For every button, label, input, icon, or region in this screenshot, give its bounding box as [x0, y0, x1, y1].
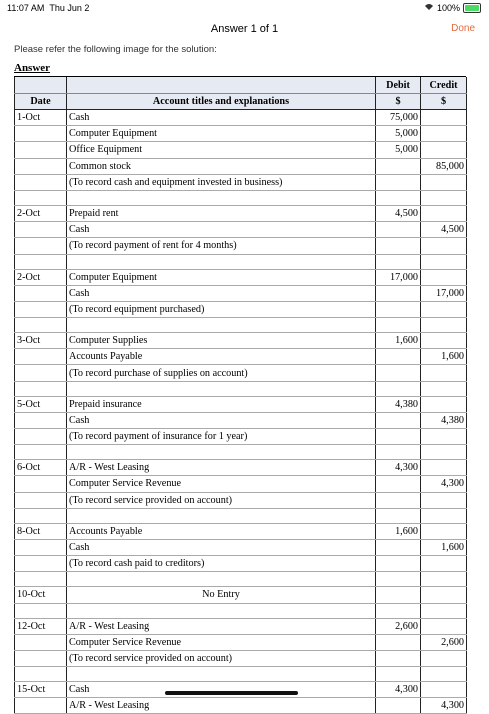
spacer-cell	[421, 603, 467, 618]
spacer-cell	[376, 603, 421, 618]
spacer-row	[15, 381, 467, 396]
date-cell	[15, 285, 67, 301]
credit-cell	[421, 650, 467, 666]
credit-cell	[421, 269, 467, 285]
spacer-cell	[67, 508, 376, 523]
account-title: Computer Service Revenue	[67, 476, 376, 492]
account-title: Cash	[67, 539, 376, 555]
credit-cell	[421, 396, 467, 412]
entry-date: 2-Oct	[15, 269, 67, 285]
table-row	[15, 476, 467, 492]
account-title: Cash	[67, 110, 376, 126]
debit-cell	[376, 238, 421, 254]
battery-percent: 100%	[436, 3, 460, 13]
debit-cell	[376, 412, 421, 428]
table-row	[15, 269, 467, 285]
entry-date: 6-Oct	[15, 460, 67, 476]
account-title: (To record service provided on account)	[67, 492, 376, 508]
credit-cell	[421, 110, 467, 126]
account-title: (To record cash and equipment invested in business)	[67, 174, 376, 190]
spacer-cell	[67, 667, 376, 682]
spacer-cell	[376, 572, 421, 587]
debit-cell: 2,600	[376, 618, 421, 634]
credit-cell	[421, 523, 467, 539]
spacer-cell	[421, 667, 467, 682]
table-row	[15, 556, 467, 572]
table-row	[15, 618, 467, 634]
debit-cell	[376, 285, 421, 301]
credit-cell: 85,000	[421, 158, 467, 174]
battery-icon	[463, 3, 481, 13]
spacer-cell	[67, 190, 376, 205]
debit-cell: 4,500	[376, 205, 421, 221]
account-title: Computer Equipment	[67, 126, 376, 142]
debit-cell	[376, 634, 421, 650]
solution-image	[14, 62, 466, 714]
credit-cell: 4,500	[421, 222, 467, 238]
spacer-row	[15, 254, 467, 269]
date-cell	[15, 365, 67, 381]
spacer-cell	[376, 667, 421, 682]
entry-date: 12-Oct	[15, 618, 67, 634]
credit-cell	[421, 126, 467, 142]
date-cell	[15, 238, 67, 254]
table-row	[15, 301, 467, 317]
date-cell	[15, 349, 67, 365]
debit-cell	[376, 556, 421, 572]
account-title: Common stock	[67, 158, 376, 174]
spacer-cell	[421, 572, 467, 587]
spacer-cell	[376, 318, 421, 333]
journal-table	[14, 77, 467, 714]
credit-cell	[421, 682, 467, 698]
spacer-cell	[15, 190, 67, 205]
credit-cell	[421, 618, 467, 634]
debit-unit: $	[376, 94, 421, 110]
table-row	[15, 412, 467, 428]
page-title: Answer 1 of 1	[210, 23, 279, 35]
date-cell	[15, 412, 67, 428]
account-title: Computer Service Revenue	[67, 634, 376, 650]
credit-cell	[421, 460, 467, 476]
debit-cell	[376, 365, 421, 381]
account-title: Accounts Payable	[67, 523, 376, 539]
debit-cell: 75,000	[376, 110, 421, 126]
spacer-cell	[67, 445, 376, 460]
header-row	[15, 94, 467, 110]
spacer-cell	[376, 254, 421, 269]
spacer-cell	[67, 381, 376, 396]
table-row	[15, 126, 467, 142]
credit-header: Credit	[421, 77, 467, 94]
credit-cell	[421, 205, 467, 221]
spacer-cell	[421, 318, 467, 333]
credit-cell: 17,000	[421, 285, 467, 301]
spacer-row	[15, 572, 467, 587]
debit-cell	[376, 222, 421, 238]
credit-cell	[421, 556, 467, 572]
account-title: Cash	[67, 682, 376, 698]
table-row	[15, 110, 467, 126]
spacer-row	[15, 508, 467, 523]
table-row	[15, 333, 467, 349]
entry-date: 8-Oct	[15, 523, 67, 539]
table-row	[15, 539, 467, 555]
spacer-cell	[421, 381, 467, 396]
debit-cell	[376, 539, 421, 555]
table-row	[15, 587, 467, 603]
date-cell	[15, 429, 67, 445]
date-cell	[15, 158, 67, 174]
date-cell	[15, 126, 67, 142]
credit-cell: 4,380	[421, 412, 467, 428]
account-title: Cash	[67, 285, 376, 301]
table-row	[15, 205, 467, 221]
credit-cell: 1,600	[421, 349, 467, 365]
table-row	[15, 142, 467, 158]
date-cell	[15, 650, 67, 666]
answer-heading: Answer	[14, 62, 51, 74]
done-button[interactable]: Done	[451, 23, 475, 34]
credit-unit: $	[421, 94, 467, 110]
debit-cell: 1,600	[376, 333, 421, 349]
debit-cell: 5,000	[376, 142, 421, 158]
table-row	[15, 634, 467, 650]
debit-cell: 17,000	[376, 269, 421, 285]
spacer-cell	[376, 190, 421, 205]
debit-cell	[376, 301, 421, 317]
status-bar	[0, 0, 489, 16]
nav-bar	[0, 18, 489, 40]
debit-cell	[376, 476, 421, 492]
credit-cell	[421, 429, 467, 445]
debit-cell	[376, 698, 421, 714]
spacer-row	[15, 603, 467, 618]
table-row	[15, 238, 467, 254]
debit-cell	[376, 158, 421, 174]
debit-cell	[376, 587, 421, 603]
titles-header: Account titles and explanations	[67, 94, 376, 110]
credit-cell: 2,600	[421, 634, 467, 650]
table-row	[15, 698, 467, 714]
table-row	[15, 523, 467, 539]
spacer-cell	[376, 508, 421, 523]
date-cell	[15, 492, 67, 508]
spacer-cell	[67, 318, 376, 333]
account-title: A/R - West Leasing	[67, 460, 376, 476]
table-row	[15, 492, 467, 508]
credit-cell: 4,300	[421, 476, 467, 492]
table-row	[15, 158, 467, 174]
account-title: Cash	[67, 412, 376, 428]
account-title: Accounts Payable	[67, 349, 376, 365]
debit-cell: 4,380	[376, 396, 421, 412]
spacer-cell	[15, 508, 67, 523]
spacer-cell	[376, 445, 421, 460]
status-indicators	[424, 3, 481, 13]
account-title: Computer Equipment	[67, 269, 376, 285]
entry-date: 3-Oct	[15, 333, 67, 349]
spacer-cell	[15, 445, 67, 460]
spacer-cell	[15, 318, 67, 333]
entry-date: 2-Oct	[15, 205, 67, 221]
account-title: (To record cash paid to creditors)	[67, 556, 376, 572]
account-title: Office Equipment	[67, 142, 376, 158]
spacer-row	[15, 190, 467, 205]
account-title: Cash	[67, 222, 376, 238]
credit-cell	[421, 174, 467, 190]
date-cell	[15, 301, 67, 317]
debit-cell: 1,600	[376, 523, 421, 539]
table-row	[15, 682, 467, 698]
table-row	[15, 650, 467, 666]
spacer-row	[15, 667, 467, 682]
date-cell	[15, 476, 67, 492]
debit-cell	[376, 174, 421, 190]
credit-cell	[421, 492, 467, 508]
debit-cell	[376, 492, 421, 508]
table-row	[15, 460, 467, 476]
debit-cell	[376, 429, 421, 445]
spacer-cell	[376, 381, 421, 396]
credit-cell	[421, 142, 467, 158]
spacer-cell	[421, 254, 467, 269]
spacer-cell	[15, 572, 67, 587]
spacer-cell	[421, 190, 467, 205]
credit-cell	[421, 587, 467, 603]
table-row	[15, 396, 467, 412]
account-title: Prepaid rent	[67, 205, 376, 221]
header-row	[15, 77, 467, 94]
credit-cell	[421, 365, 467, 381]
debit-cell: 4,300	[376, 682, 421, 698]
spacer-row	[15, 318, 467, 333]
account-title: Computer Supplies	[67, 333, 376, 349]
spacer-cell	[15, 667, 67, 682]
date-cell	[15, 698, 67, 714]
entry-date: 10-Oct	[15, 587, 67, 603]
account-title: (To record service provided on account)	[67, 650, 376, 666]
credit-cell	[421, 333, 467, 349]
table-row	[15, 429, 467, 445]
account-title: (To record purchase of supplies on account)	[67, 365, 376, 381]
date-header: Date	[15, 94, 67, 110]
spacer-cell	[421, 508, 467, 523]
debit-header: Debit	[376, 77, 421, 94]
spacer-cell	[67, 603, 376, 618]
spacer-row	[15, 445, 467, 460]
account-title: A/R - West Leasing	[67, 618, 376, 634]
debit-cell	[376, 650, 421, 666]
table-row	[15, 365, 467, 381]
account-title: (To record payment of rent for 4 months)	[67, 238, 376, 254]
table-row	[15, 285, 467, 301]
account-title: A/R - West Leasing	[67, 698, 376, 714]
credit-cell	[421, 238, 467, 254]
credit-cell	[421, 301, 467, 317]
date-cell	[15, 539, 67, 555]
status-time: 11:07 AM Thu Jun 2	[7, 3, 90, 13]
credit-cell: 4,300	[421, 698, 467, 714]
intro-text: Please refer the following image for the solution:	[14, 44, 217, 55]
debit-cell	[376, 349, 421, 365]
debit-cell: 5,000	[376, 126, 421, 142]
account-title: (To record payment of insurance for 1 year)	[67, 429, 376, 445]
spacer-cell	[15, 381, 67, 396]
account-title: Prepaid insurance	[67, 396, 376, 412]
spacer-cell	[67, 572, 376, 587]
wifi-icon	[424, 3, 434, 13]
no-entry-text: No Entry	[67, 587, 376, 603]
entry-date: 15-Oct	[15, 682, 67, 698]
entry-date: 1-Oct	[15, 110, 67, 126]
spacer-cell	[15, 603, 67, 618]
spacer-cell	[15, 254, 67, 269]
table-row	[15, 349, 467, 365]
home-indicator[interactable]	[165, 691, 298, 695]
date-cell	[15, 142, 67, 158]
date-cell	[15, 222, 67, 238]
debit-cell: 4,300	[376, 460, 421, 476]
date-cell	[15, 174, 67, 190]
date-cell	[15, 634, 67, 650]
entry-date: 5-Oct	[15, 396, 67, 412]
table-row	[15, 174, 467, 190]
date-cell	[15, 556, 67, 572]
credit-cell: 1,600	[421, 539, 467, 555]
spacer-cell	[421, 445, 467, 460]
table-row	[15, 222, 467, 238]
spacer-cell	[67, 254, 376, 269]
account-title: (To record equipment purchased)	[67, 301, 376, 317]
